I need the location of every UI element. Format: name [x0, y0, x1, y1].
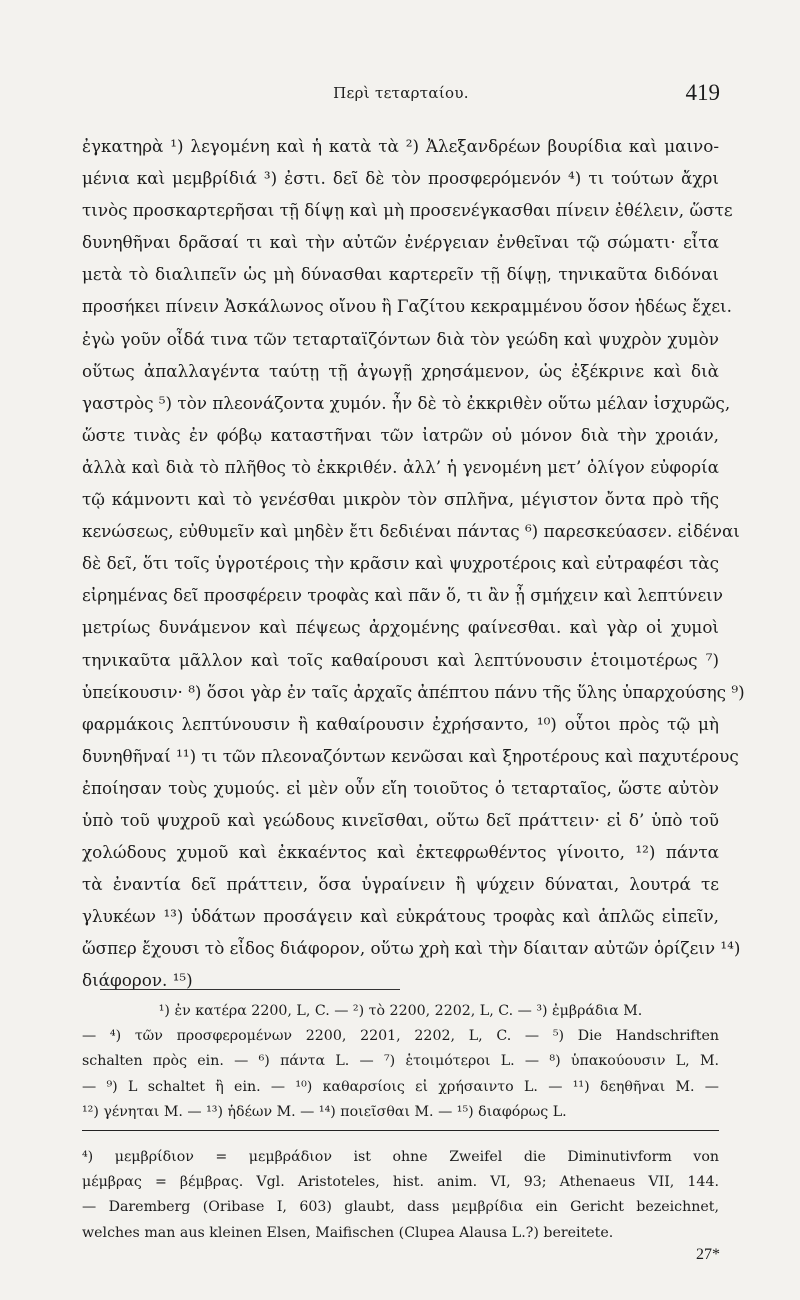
text-line: γλυκέων ¹³) ὑδάτων προσάγειν καὶ εὐκράτους τροφὰς καὶ ἁπλῶς εἰπεῖν, — [82, 906, 719, 927]
commentary-line: welches man aus kleinen Elsen, Maifischen (Clupea Alausa L.?) bereitete. — [82, 1224, 614, 1241]
text-line: δυνηθῆναί ¹¹) τι τῶν πλεοναζόντων κενῶσαι καὶ ξηροτέρους καὶ παχυτέρους — [82, 745, 739, 766]
text-line: ἐποίησαν τοὺς χυμούς. εἰ μὲν οὖν εἴη τοιοῦτος ὁ τεταρταῖος, ὥστε αὐτὸν — [82, 777, 719, 798]
text-line: γαστρὸς ⁵) τὸν πλεονάζοντα χυμόν. ἦν δὲ τὸ ἐκκριθὲν οὕτω μέλαν ἰσχυρῶς, — [82, 392, 731, 413]
text-line: μένια καὶ μεμβρίδιά ³) ἐστι. δεῖ δὲ τὸν προσφερόμενόν ⁴) τι τούτων ἄχρι — [82, 168, 719, 189]
text-line: δυνηθῆναι δρᾶσαί τι καὶ τὴν αὐτῶν ἐνέργειαν ἐνθεῖναι τῷ σώματι· εἶτα — [82, 232, 719, 253]
text-line: τὰ ἐναντία δεῖ πράττειν, ὅσα ὑγραίνειν ἢ ψύχειν δύναται, λουτρά τε — [82, 874, 719, 895]
text-line: προσήκει πίνειν Ἀσκάλωνος οἴνου ἢ Γαζίτου κεκραμμένου ὅσον ἡδέως ἔχει. — [82, 296, 732, 317]
text-line: μετὰ τὸ διαλιπεῖν ὡς μὴ δύνασθαι καρτερεῖν τῇ δίψῃ, τηνικαῦτα διδόναι — [82, 264, 719, 285]
apparatus-line: — ⁴) τῶν προσφερομένων 2200, 2201, 2202, L, C. — ⁵) Die Handschriften — [82, 1028, 719, 1045]
commentary-line: — Daremberg (Oribase I, 603) glaubt, dass μεμβρίδια ein Gericht bezeichnet, — [82, 1199, 719, 1216]
commentary-line: ⁴) μεμβρίδιον = μεμβράδιον ist ohne Zweifel die Diminutivform von — [82, 1149, 719, 1165]
apparatus-line: schalten πρὸς ein. — ⁶) πάντα L. — ⁷) ἑτοιμότεροι L. — ⁸) ὑπακούουσιν L, M. — [82, 1053, 719, 1070]
text-line: δὲ δεῖ, ὅτι τοῖς ὑγροτέροις τὴν κρᾶσιν καὶ ψυχροτέροις καὶ εὐτραφέσι τὰς — [82, 553, 719, 574]
text-line: ὑπὸ τοῦ ψυχροῦ καὶ γεώδους κινεῖσθαι, οὕτω δεῖ πράττειν· εἰ δ’ ὑπὸ τοῦ — [82, 809, 719, 830]
apparatus-line: ¹) ἐν κατέρα 2200, L, C. — ²) τὸ 2200, 2202, L, C. — ³) ἐμβράδια M. — [158, 1003, 643, 1019]
text-line: χολώδους χυμοῦ καὶ ἐκκαέντος καὶ ἐκτεφρωθέντος γίνοιτο, ¹²) πάντα — [82, 842, 719, 863]
text-line: μετρίως δυνάμενον καὶ πέψεως ἀρχομένης φαίνεσθαι. καὶ γὰρ οἱ χυμοὶ — [82, 617, 719, 638]
text-line: φαρμάκοις λεπτύνουσιν ἢ καθαίρουσιν ἐχρήσαντο, ¹⁰) οὗτοι πρὸς τῷ μὴ — [82, 713, 719, 734]
footnote-separator — [100, 989, 400, 990]
text-line: ἀλλὰ καὶ διὰ τὸ πλῆθος τὸ ἐκκριθέν. ἀλλ’ ἡ γενομένη μετ’ ὀλίγον εὐφορία — [82, 456, 719, 477]
text-line: τηνικαῦτα μᾶλλον καὶ τοῖς καθαίρουσι καὶ λεπτύνουσιν ἑτοιμοτέρως ⁷) — [82, 649, 719, 670]
text-line: ἐγκατηρὰ ¹) λεγομένη καὶ ἡ κατὰ τὰ ²) Ἀλεξανδρέων βουρίδια καὶ μαινο- — [82, 136, 719, 156]
signature-mark: 27* — [696, 1246, 720, 1263]
main-text — [82, 130, 745, 997]
apparatus-notes — [82, 999, 719, 1125]
text-line: οὕτως ἀπαλλαγέντα ταύτῃ τῇ ἀγωγῇ χρησάμενον, ὡς ἐξέκρινε καὶ διὰ — [82, 360, 719, 381]
page-number: 419 — [685, 80, 720, 105]
running-title: Περὶ τεταρταίου. — [333, 84, 469, 102]
text-line: ὥστε τινὰς ἐν φόβῳ καταστῆναι τῶν ἰατρῶν οὐ μόνον διὰ τὴν χροιάν, — [82, 424, 719, 445]
page-header — [82, 80, 720, 114]
text-line: ὑπείκουσιν· ⁸) ὅσοι γὰρ ἐν ταῖς ἀρχαῖς ἀπέπτου πάνυ τῆς ὕλης ὑπαρχούσης ⁹) — [82, 681, 745, 702]
commentary-notes — [82, 1145, 719, 1246]
text-line: διάφορον. ¹⁵) — [82, 970, 193, 991]
commentary-separator — [82, 1130, 719, 1131]
apparatus-line: — ⁹) L schaltet ἢ ein. — ¹⁰) καθαρσίοις εἰ χρήσαιντο L. — ¹¹) δεηθῆναι M. — — [82, 1078, 719, 1095]
text-line: τῷ κάμνοντι καὶ τὸ γενέσθαι μικρὸν τὸν σπλῆνα, μέγιστον ὄντα πρὸ τῆς — [82, 489, 719, 510]
text-line: κενώσεως, εὐθυμεῖν καὶ μηδὲν ἔτι δεδιέναι πάντας ⁶) παρεσκεύασεν. εἰδέναι — [82, 521, 740, 542]
text-line: τινὸς προσκαρτερῆσαι τῇ δίψῃ καὶ μὴ προσενέγκασθαι πίνειν ἐθέλειν, ὥστε — [82, 200, 733, 221]
commentary-line: μέμβρας = βέμβρας. Vgl. Aristoteles, hist. anim. VI, 93; Athenaeus VII, 144. — [82, 1174, 719, 1191]
apparatus-line: ¹²) γένηται M. — ¹³) ἡδέων M. — ¹⁴) ποιεῖσθαι M. — ¹⁵) διαφόρως L. — [82, 1103, 567, 1120]
text-line: εἰρημένας δεῖ προσφέρειν τροφὰς καὶ πᾶν ὅ, τι ἂν ᾖ σμήχειν καὶ λεπτύνειν — [82, 585, 723, 606]
text-line: ἐγὼ γοῦν οἶδά τινα τῶν τεταρταϊζόντων διὰ τὸν γεώδη καὶ ψυχρὸν χυμὸν — [82, 328, 719, 349]
text-line: ὥσπερ ἔχουσι τὸ εἶδος διάφορον, οὕτω χρὴ καὶ τὴν δίαιταν αὐτῶν ὁρίζειν ¹⁴) — [82, 938, 741, 959]
